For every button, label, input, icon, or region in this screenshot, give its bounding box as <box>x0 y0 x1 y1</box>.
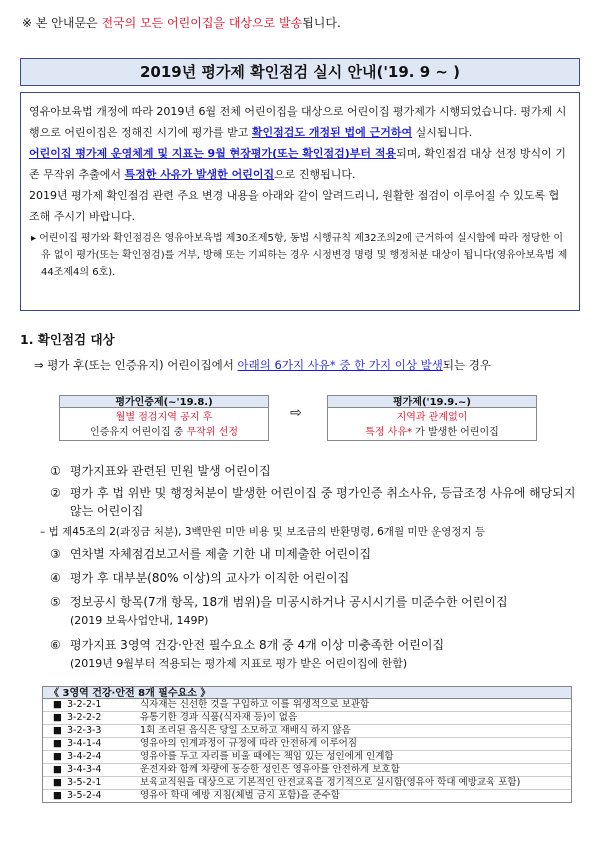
reason-text: 않는 어린이집 <box>70 504 144 518</box>
essentials-desc: 영유아 학대 예방 지침(체벌 금지 포함)을 준수함 <box>140 790 340 801</box>
reason-text: (2019년 9월부터 적용되는 평가제 지표로 평가 받은 어린이집에 한함) <box>70 657 408 670</box>
intro-p1-end: 실시됩니다. <box>412 126 473 139</box>
essentials-code: 3-2-2-2 <box>67 712 102 723</box>
essentials-row <box>43 751 571 764</box>
comparison-new-line-1: 지역과 관계없이 <box>396 412 468 423</box>
reason-item <box>50 569 349 586</box>
bullet-icon: ■ <box>53 712 62 723</box>
bullet-icon: ■ <box>53 725 62 736</box>
notice-highlight: 전국의 모든 어린이집을 대상으로 발송 <box>101 16 303 30</box>
comparison-old-body <box>59 408 269 441</box>
essentials-body <box>42 699 572 803</box>
essentials-row <box>43 790 571 802</box>
reason-text: 평가지표 3영역 건강·안전 필수요소 8개 중 4개 이상 미충족한 어린이집 <box>70 638 445 652</box>
notice-prefix: ※ 본 안내문은 <box>22 16 102 30</box>
page-title: 2019년 평가제 확인점검 실시 안내('19. 9 ~ ) <box>20 58 580 86</box>
reason-item <box>50 593 508 610</box>
reason-item <box>50 462 271 479</box>
intro-paragraph-3: 2019년 평가제 확인점검 관련 주요 변경 내용을 아래와 같이 알려드리니, 원활한 점검이 이루어질 수 있도록 협조해 주시기 바랍니다. <box>29 189 560 223</box>
intro-legal-note: ▸ 어린이집 평가와 확인점검은 영유아보육법 제30조제5항, 동법 시행규칙 제32조의2에 근거하여 실시함에 따라 정당한 이유 없이 평가(또는 확인점검)를 거부, 방해 또는 기피하는 경우 시정변경 명령 및 행정처분 대상이 됩니다(영유아보육법 제44조제4의 6호). <box>31 233 568 278</box>
reason-number: ⑤ <box>50 595 61 609</box>
intro-p2-text: 되며, 확인점검 대상 선정 방식이 기존 무작위 추출에서 <box>29 147 566 181</box>
bullet-icon: ■ <box>53 777 62 788</box>
essentials-row <box>43 725 571 738</box>
essentials-desc: 1회 조리된 음식은 당일 소모하고 재배식 하지 않음 <box>140 725 351 736</box>
reason-continuation <box>70 502 143 519</box>
intro-p2-emphasis-1: 어린이집 평가제 운영체계 및 지표는 9월 현장평가(또는 확인점검)부터 적용 <box>29 147 397 160</box>
section-1-summary <box>34 357 491 373</box>
reason-item <box>50 636 444 653</box>
bullet-icon: ■ <box>53 751 62 762</box>
intro-paragraph-1 <box>29 101 569 143</box>
essentials-row <box>43 777 571 790</box>
right-arrow-icon: ⇨ <box>290 405 302 421</box>
essentials-row <box>43 712 571 725</box>
reason-continuation <box>70 612 208 628</box>
intro-box <box>20 92 580 311</box>
bullet-icon: ■ <box>53 764 62 775</box>
comparison-new <box>327 395 537 441</box>
reason-item <box>50 545 371 562</box>
reason-number: ① <box>50 464 61 478</box>
essentials-desc: 영유아를 두고 자리를 비울 때에는 책임 있는 성인에게 인계함 <box>140 751 394 762</box>
section-1-summary-text: ⇒ 평가 후(또는 인증유지) 어린이집에서 <box>34 358 238 372</box>
essentials-code: 3-2-2-1 <box>67 699 102 710</box>
essentials-row <box>43 699 571 712</box>
essentials-desc: 운전자와 함께 차량에 동승한 성인은 영유아를 안전하게 보호함 <box>140 764 400 775</box>
comparison-old-line-2 <box>60 425 268 440</box>
comparison-old-line-2-emphasis: 무작위 선정 <box>186 427 238 438</box>
essentials-code: 3-5-2-4 <box>67 790 102 801</box>
intro-p2-emphasis-2: 특정한 사유가 발생한 어린이집 <box>124 168 275 181</box>
essentials-code: 3-4-2-4 <box>67 751 102 762</box>
comparison-new-header: 평가제('19.9.~) <box>327 395 537 408</box>
essentials-desc: 식자재는 신선한 것을 구입하고 이를 위생적으로 보관함 <box>140 699 370 710</box>
reason-number: ④ <box>50 571 61 585</box>
essentials-row <box>43 764 571 777</box>
essentials-desc: 영유아의 인계과정이 규정에 따라 안전하게 이루어짐 <box>140 738 357 749</box>
essentials-code: 3-2-3-3 <box>67 725 102 736</box>
reason-text: 정보공시 항목(7개 항목, 18개 범위)을 미공시하거나 공시시기를 미준수한 어린이집 <box>70 595 508 609</box>
essentials-header: 《 3영역 건강·안전 8개 필수요소 》 <box>42 686 572 699</box>
comparison-new-body <box>327 408 537 441</box>
reason-text: 평가 후 법 위반 및 행정처분이 발생한 어린이집 중 평가인증 취소사유, 등급조정 사유에 해당되지 <box>70 486 576 500</box>
comparison-new-line-2 <box>328 425 536 440</box>
essentials-desc: 유통기한 경과 식품(식자재 등)이 없음 <box>140 712 298 723</box>
comparison-new-line-2-text: 가 발생한 어린이집 <box>412 427 499 438</box>
reason-text: 연차별 자체점검보고서를 제출 기한 내 미제출한 어린이집 <box>70 547 372 561</box>
notice-line <box>22 14 341 31</box>
intro-p1-emphasis: 확인점검도 개정된 법에 근거하여 <box>251 126 413 139</box>
comparison-new-line-2-emphasis: 특정 사유* <box>365 427 412 438</box>
section-1-summary-emphasis: 아래의 6가지 사유* 중 한 가지 이상 발생 <box>237 358 443 372</box>
essentials-code: 3-4-3-4 <box>67 764 102 775</box>
reason-number: ③ <box>50 547 61 561</box>
reason-text: 평가지표와 관련된 민원 발생 어린이집 <box>70 464 271 478</box>
section-1-summary-end: 되는 경우 <box>442 358 491 372</box>
comparison-old-line-2-text: 인증유지 어린이집 중 <box>90 427 187 438</box>
intro-paragraph-2 <box>29 143 569 185</box>
reason-number: ② <box>50 486 61 500</box>
essentials-row <box>43 738 571 751</box>
intro-p1-text: 영유아보육법 개정에 따라 2019년 6월 전체 어린이집을 대상으로 어린이집 평가제가 시행되었습니다. 평가제 시행으로 어린이집은 정해진 시기에 평가를 받고 <box>29 105 567 139</box>
section-1-heading: 1. 확인점검 대상 <box>20 332 115 347</box>
reason-number: ⑥ <box>50 638 61 652</box>
essentials-desc: 보육교직원을 대상으로 기본적인 안전교육을 정기적으로 실시함(영유아 학대 예방교육 포함) <box>140 777 521 788</box>
reason-note <box>40 524 485 539</box>
comparison-old-line-1: 월별 점검지역 공지 후 <box>115 412 213 423</box>
comparison-old-header: 평가인증제(~'19.8.) <box>59 395 269 408</box>
bullet-icon: ■ <box>53 699 62 710</box>
comparison-table <box>59 395 537 441</box>
reason-continuation <box>70 655 407 671</box>
notice-suffix: 됩니다. <box>302 16 341 30</box>
reason-item <box>50 484 576 501</box>
essentials-code: 3-4-1-4 <box>67 738 102 749</box>
reason-text: – 법 제45조의 2(과징금 처분), 3백만원 미만 비용 및 보조금의 반환명령, 6개월 미만 운영정지 등 <box>40 526 486 538</box>
bullet-icon: ■ <box>53 738 62 749</box>
reason-text: 평가 후 대부분(80% 이상)의 교사가 이직한 어린이집 <box>70 571 350 585</box>
intro-p2-end: 으로 진행됩니다. <box>274 168 356 181</box>
essentials-table <box>42 686 572 803</box>
essentials-code: 3-5-2-1 <box>67 777 102 788</box>
bullet-icon: ■ <box>53 790 62 801</box>
comparison-old <box>59 395 269 441</box>
reason-text: (2019 보육사업안내, 149P) <box>70 614 209 627</box>
